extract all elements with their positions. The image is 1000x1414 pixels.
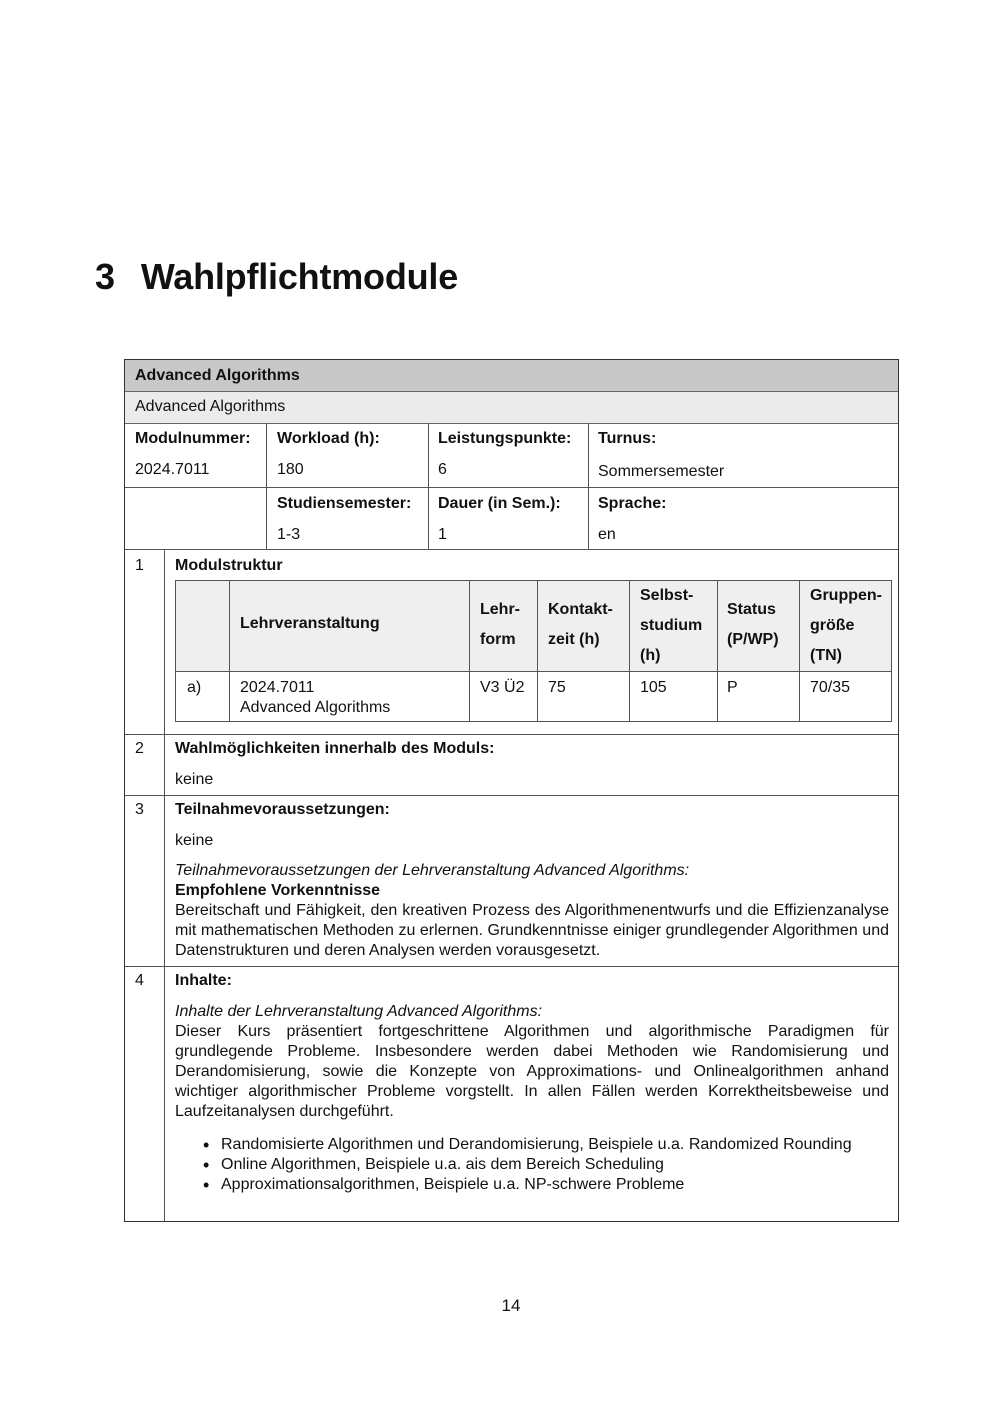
list-item: • Approximationsalgorithmen, Beispiele u.a. NP-schwere Probleme (221, 1175, 931, 1195)
row-nummer: 2024.7011 (240, 679, 315, 696)
section-4-sub-italic: Inhalte der Lehrveranstaltung Advanced Algorithms: (175, 1003, 543, 1020)
dauer-label: Dauer (in Sem.): (438, 495, 561, 512)
structure-table (175, 580, 892, 722)
section-4-bullets (175, 1135, 931, 1195)
chapter-heading (95, 256, 458, 298)
sprache-value: en (598, 526, 616, 543)
th-selbst-1: Selbst- (640, 587, 694, 604)
section-4-details (175, 1002, 889, 1122)
page-number: 14 (501, 1296, 521, 1315)
row-lehrform: V3 Ü2 (480, 679, 525, 696)
modulnummer-label: Modulnummer: (135, 430, 251, 447)
section-1-heading: Modulstruktur (175, 557, 283, 574)
section-4-number: 4 (135, 972, 144, 989)
studiensemester-label: Studiensemester: (277, 495, 412, 512)
th-status-1: Status (727, 601, 776, 618)
modulnummer-value: 2024.7011 (135, 461, 210, 478)
row-id: a) (187, 679, 202, 696)
row-kontaktzeit: 75 (548, 679, 566, 696)
section-4-sub-text: Dieser Kurs präsentiert fortgeschrittene Algorithmen und algorithmische Paradigmen für grundlegende Probleme. Insbesondere werden dabei Methoden wie Randomisierung und Derandomisierung, sowie die Konzepte von Approximations- und Onlinealgorithmen anhand wichtiger algorithmischer Probleme vorgstellt. In allen Fällen werden Korrektheitsbeweise und Laufzeitanalysen durchgeführt. (175, 1023, 889, 1120)
turnus-label: Turnus: (598, 430, 657, 447)
section-3-text: keine (175, 832, 214, 849)
row-name: Advanced Algorithms (240, 699, 391, 716)
dauer-value: 1 (438, 526, 447, 543)
section-1-number: 1 (135, 557, 144, 574)
module-subtitle: Advanced Algorithms (125, 392, 898, 424)
section-2-text: keine (175, 771, 214, 788)
section-3-sub-bold: Empfohlene Vorkenntnisse (175, 882, 381, 899)
workload-label: Workload (h): (277, 430, 380, 447)
turnus-value: Sommersemester (598, 463, 725, 480)
section-4-heading: Inhalte: (175, 972, 232, 989)
chapter-number: 3 (95, 256, 115, 297)
sprache-label: Sprache: (598, 495, 667, 512)
th-gruppe-2: größe (810, 617, 855, 634)
list-item: • Randomisierte Algorithmen und Derandomisierung, Beispiele u.a. Randomized Rounding (221, 1135, 931, 1155)
module-title: Advanced Algorithms (125, 360, 898, 392)
th-lehrform-2: form (480, 631, 516, 648)
workload-value: 180 (277, 461, 304, 478)
row-status: P (727, 679, 738, 696)
th-kontakt-1: Kontakt- (548, 601, 613, 618)
section-2-heading: Wahlmöglichkeiten innerhalb des Moduls: (175, 740, 495, 757)
section-3-details (175, 861, 889, 961)
th-gruppe-3: (TN) (810, 647, 842, 664)
leistungspunkte-value: 6 (438, 461, 447, 478)
list-item: • Online Algorithmen, Beispiele u.a. ais dem Bereich Scheduling (221, 1155, 931, 1175)
module-table (124, 359, 899, 1222)
section-3-number: 3 (135, 801, 144, 818)
th-status-2: (P/WP) (727, 631, 779, 648)
th-lehrform-1: Lehr- (480, 601, 520, 618)
row-gruppengroesse: 70/35 (810, 679, 851, 696)
th-lehrveranstaltung: Lehrveranstaltung (240, 615, 380, 632)
th-selbst-3: (h) (640, 647, 661, 664)
th-selbst-2: studium (640, 617, 703, 634)
section-3-sub-italic: Teilnahmevoraussetzungen der Lehrveranstaltung Advanced Algorithms: (175, 862, 690, 879)
row-selbststudium: 105 (640, 679, 667, 696)
th-gruppe-1: Gruppen- (810, 587, 882, 604)
section-2-number: 2 (135, 740, 144, 757)
studiensemester-value: 1-3 (277, 526, 301, 543)
th-kontakt-2: zeit (h) (548, 631, 600, 648)
section-3-sub-text: Bereitschaft und Fähigkeit, den kreativen Prozess des Algorithmenentwurfs und die Effizienzanalyse mit mathematischen Methoden zu erlernen. Grundkenntnisse einiger grundlegender Algorithmen und Datenstrukturen und deren Analysen werden vorausgesetzt. (175, 902, 889, 959)
leistungspunkte-label: Leistungspunkte: (438, 430, 572, 447)
chapter-title: Wahlpflichtmodule (140, 256, 459, 297)
section-3-heading: Teilnahmevoraussetzungen: (175, 801, 390, 818)
